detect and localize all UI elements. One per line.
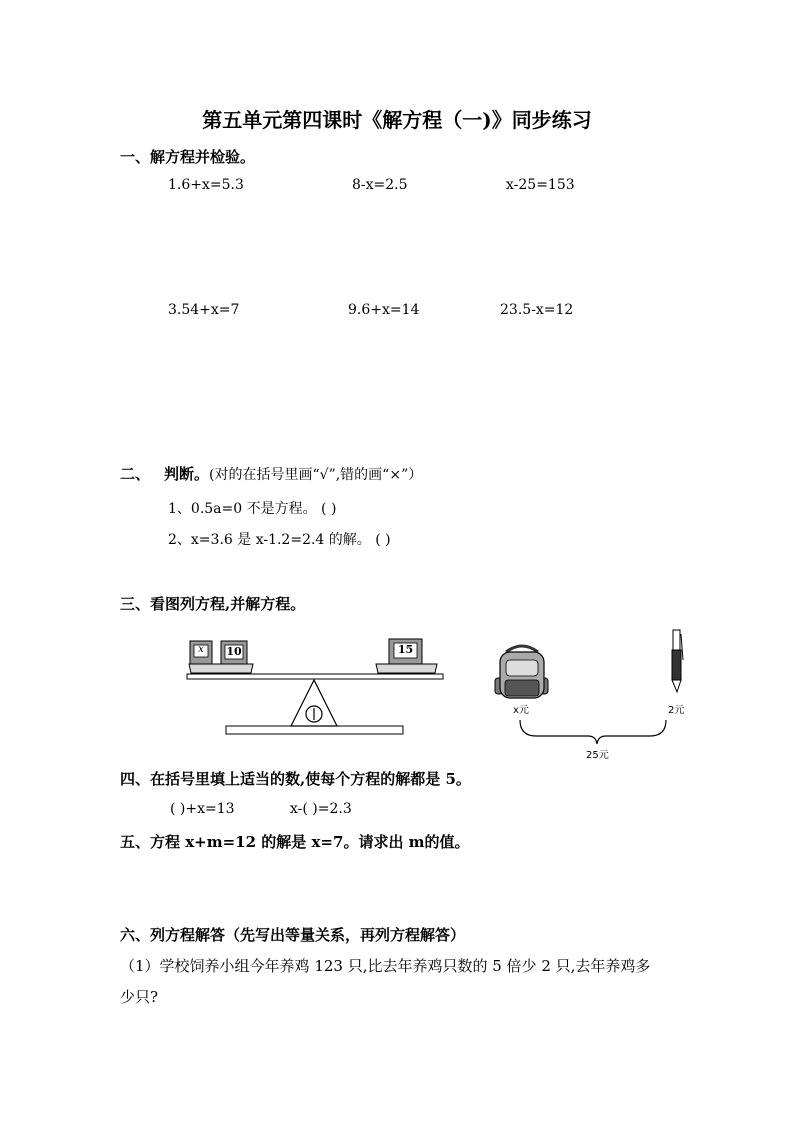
equation-5: 9.6+x=14 <box>348 302 420 318</box>
judge-item-2: 2、x=3.6 是 x-1.2=2.4 的解。 ( ) <box>168 532 391 548</box>
pen-icon <box>672 630 683 692</box>
pen-price: 2元 <box>668 705 685 716</box>
fill-equation-2: x-( )=2.3 <box>290 801 352 817</box>
section1-heading: 一、解方程并检验。 <box>120 148 256 166</box>
total-brace <box>520 720 666 744</box>
equation-1: 1.6+x=5.3 <box>168 177 244 193</box>
section6-heading: 六、列方程解答（先写出等量关系，再列方程解答） <box>120 926 466 944</box>
equation-3: x-25=153 <box>506 177 575 193</box>
section2-title: 判断。 <box>164 465 210 483</box>
page-title: 第五单元第四课时《解方程（一)》同步练习 <box>202 108 592 132</box>
question-1-line2: 少只? <box>120 988 159 1006</box>
box-15-label: 15 <box>397 643 414 656</box>
box-10-label: 10 <box>226 645 242 658</box>
section2-number: 二、 <box>120 465 151 483</box>
equation-6: 23.5-x=12 <box>500 302 574 318</box>
section3-heading: 三、看图列方程,并解方程。 <box>120 595 306 613</box>
equation-2: 8-x=2.5 <box>352 177 408 193</box>
equation-4: 3.54+x=7 <box>168 302 240 318</box>
judge-item-1: 1、0.5a=0 不是方程。 ( ) <box>168 501 337 517</box>
backpack-icon <box>495 646 548 698</box>
total-price: 25元 <box>586 750 609 761</box>
fill-equation-1: ( )+x=13 <box>170 801 235 817</box>
backpack-price: x元 <box>513 705 529 716</box>
section5-heading: 五、方程 x+m=12 的解是 x=7。请求出 m的值。 <box>120 833 470 851</box>
section2-note: (对的在括号里画“√”,错的画“×”） <box>209 467 423 483</box>
box-x-label: x <box>198 644 204 655</box>
section4-heading: 四、在括号里填上适当的数,使每个方程的解都是 5。 <box>120 770 471 788</box>
question-1-line1: （1）学校饲养小组今年养鸡 123 只,比去年养鸡只数的 5 倍少 2 只,去年养鸡多 <box>120 957 651 975</box>
